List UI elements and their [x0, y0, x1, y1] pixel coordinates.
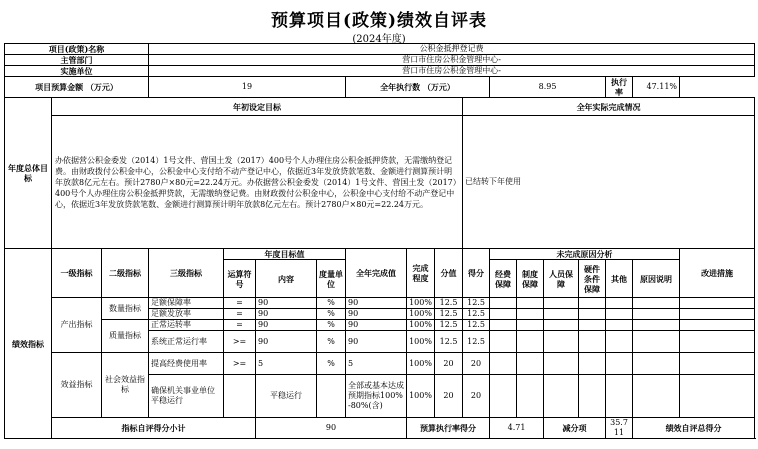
indicator-completion: 100%: [407, 353, 435, 375]
annual-goal-label: 年度总体目标: [5, 98, 52, 249]
level3-header: 三级指标: [149, 249, 224, 298]
indicator-score: 12.5: [463, 320, 490, 331]
weight-header: 分值: [435, 249, 463, 298]
indicator-actual: 全部或基本达成预期指标100%-80%(含): [346, 375, 407, 418]
budget-label: 项目预算金额 （万元）: [5, 77, 149, 98]
content-header: 内容: [256, 260, 317, 298]
project-name-value: 公积金抵押登记费: [149, 44, 755, 55]
indicator-operator: =: [224, 298, 256, 309]
reason-hardware-header: 硬件条件保障: [579, 260, 606, 298]
output-indicator-label: 产出指标: [52, 298, 102, 353]
page-title: 预算项目(政策)绩效自评表: [270, 11, 488, 31]
indicator-score: 12.5: [463, 309, 490, 320]
reason-header: 未完成原因分析: [490, 249, 680, 260]
indicator-completion: 100%: [407, 298, 435, 309]
actual-completion-text: 已结转下年使用: [463, 116, 755, 249]
set-goal-header: 年初设定目标: [52, 98, 463, 116]
indicator-completion: 100%: [407, 309, 435, 320]
indicator-name: 足额发放率: [149, 309, 224, 320]
unit-label: 实施单位: [5, 66, 149, 77]
indicator-name: 正常运转率: [149, 320, 224, 331]
indicator-operator: >=: [224, 331, 256, 353]
indicator-unit: %: [317, 320, 346, 331]
benefit-indicator-label: 效益指标: [52, 353, 102, 418]
exec-value: 8.95: [490, 77, 606, 98]
deduct-label: 减分项: [544, 418, 606, 439]
indicator-actual: 90: [346, 331, 407, 353]
table-row: [5, 320, 755, 331]
indicator-content: 90: [256, 331, 317, 353]
unit-value: 营口市住房公积金管理中心-: [149, 66, 755, 77]
operator-header: 运算符号: [224, 260, 256, 298]
indicator-name: 确保机关事业单位平稳运行: [149, 375, 224, 418]
indicator-weight: 12.5: [435, 298, 463, 309]
indicator-operator: =: [224, 320, 256, 331]
indicator-name: 提高经费使用率: [149, 353, 224, 375]
indicator-completion: 100%: [407, 375, 435, 418]
deduct-value: 35.711: [606, 418, 633, 439]
exec-label: 全年执行数 （万元）: [346, 77, 490, 98]
reason-system-header: 制度保障: [517, 260, 544, 298]
indicator-content: 5: [256, 353, 317, 375]
indicator-score: 12.5: [463, 331, 490, 353]
quantity-indicator-label: 数量指标: [102, 298, 149, 320]
indicator-name: 足额保障率: [149, 298, 224, 309]
subtotal-label: 指标自评得分小计: [52, 418, 256, 439]
level2-header: 二级指标: [102, 249, 149, 298]
social-benefit-indicator-label: 社会效益指标: [102, 353, 149, 418]
dept-value: 营口市住房公积金管理中心-: [149, 55, 755, 66]
rate-value: 47.11%: [633, 77, 680, 98]
indicator-operator: =: [224, 309, 256, 320]
total-score-label: 绩效自评总得分: [633, 418, 755, 439]
reason-staff-header: 人员保障: [544, 260, 579, 298]
perf-indicator-label: 绩效指标: [5, 249, 52, 439]
indicator-operator: >=: [224, 353, 256, 375]
actual-completion-header: 全年实际完成情况: [463, 98, 755, 116]
reason-funds-header: 经费保障: [490, 260, 517, 298]
reason-other-header: 其他: [606, 260, 633, 298]
indicator-unit: %: [317, 353, 346, 375]
indicator-name: 系统正常运行率: [149, 331, 224, 353]
subtotal-value: 90: [256, 418, 407, 439]
dept-label: 主管部门: [5, 55, 149, 66]
indicator-unit: [317, 375, 346, 418]
indicator-actual: 90: [346, 309, 407, 320]
indicator-score: 20: [463, 375, 490, 418]
indicator-completion: 100%: [407, 320, 435, 331]
indicator-actual: 5: [346, 353, 407, 375]
indicator-operator: [224, 375, 256, 418]
indicator-unit: %: [317, 298, 346, 309]
set-goal-text: 办依据营公积金委发（2014）1号文件、营国土发（2017）400号个人办理住房公积金抵押贷款，无需缴纳登记费。由财政拨付公积金中心，公积金中心支付给不动产登记中心，依据近3年发放贷款笔数、金额进行测算预计明年放款8亿元左右。预计2780户×80元=22.24万元。办依据营公积金委发（2014）1号文件、营国土发（2017）400号个人办理住房公积金抵押贷款，无需缴纳登记费。由财政拨付公积金中心，公积金中心支付给不动产登记中心，依据近3年发放贷款笔数、金额进行测算预计明年放款8亿元左右。预计2780户×80元=22.24万元。: [52, 116, 463, 249]
exec-score-label: 预算执行率得分: [407, 418, 490, 439]
indicator-actual: 90: [346, 298, 407, 309]
indicator-content: 90: [256, 309, 317, 320]
completion-header: 完成程度: [407, 249, 435, 298]
score-header: 得分: [463, 249, 490, 298]
indicator-score: 12.5: [463, 298, 490, 309]
indicator-completion: 100%: [407, 331, 435, 353]
indicator-weight: 20: [435, 353, 463, 375]
evaluation-table: [4, 43, 755, 439]
exec-score-value: 4.71: [490, 418, 544, 439]
reason-note-header: 原因说明: [633, 260, 680, 298]
annual-target-header: 年度目标值: [224, 249, 346, 260]
indicator-actual: 90: [346, 320, 407, 331]
level1-header: 一级指标: [52, 249, 102, 298]
budget-value: 19: [149, 77, 346, 98]
indicator-unit: %: [317, 309, 346, 320]
indicator-weight: 12.5: [435, 320, 463, 331]
page-subtitle-year: (2024年度): [352, 34, 406, 45]
indicator-unit: %: [317, 331, 346, 353]
indicator-score: 20: [463, 353, 490, 375]
unit-header: 度量单位: [317, 260, 346, 298]
indicator-content: 90: [256, 320, 317, 331]
indicator-weight: 20: [435, 375, 463, 418]
improve-header: 改进措施: [680, 249, 755, 298]
actual-header: 全年完成值: [346, 249, 407, 298]
rate-label: 执行率: [606, 77, 633, 98]
quality-indicator-label: 质量指标: [102, 320, 149, 353]
project-name-label: 项目(政策)名称: [5, 44, 149, 55]
table-row: [5, 353, 755, 375]
indicator-weight: 12.5: [435, 309, 463, 320]
table-row: [5, 298, 755, 309]
indicator-content: 90: [256, 298, 317, 309]
indicator-content: 平稳运行: [256, 375, 317, 418]
indicator-weight: 12.5: [435, 331, 463, 353]
